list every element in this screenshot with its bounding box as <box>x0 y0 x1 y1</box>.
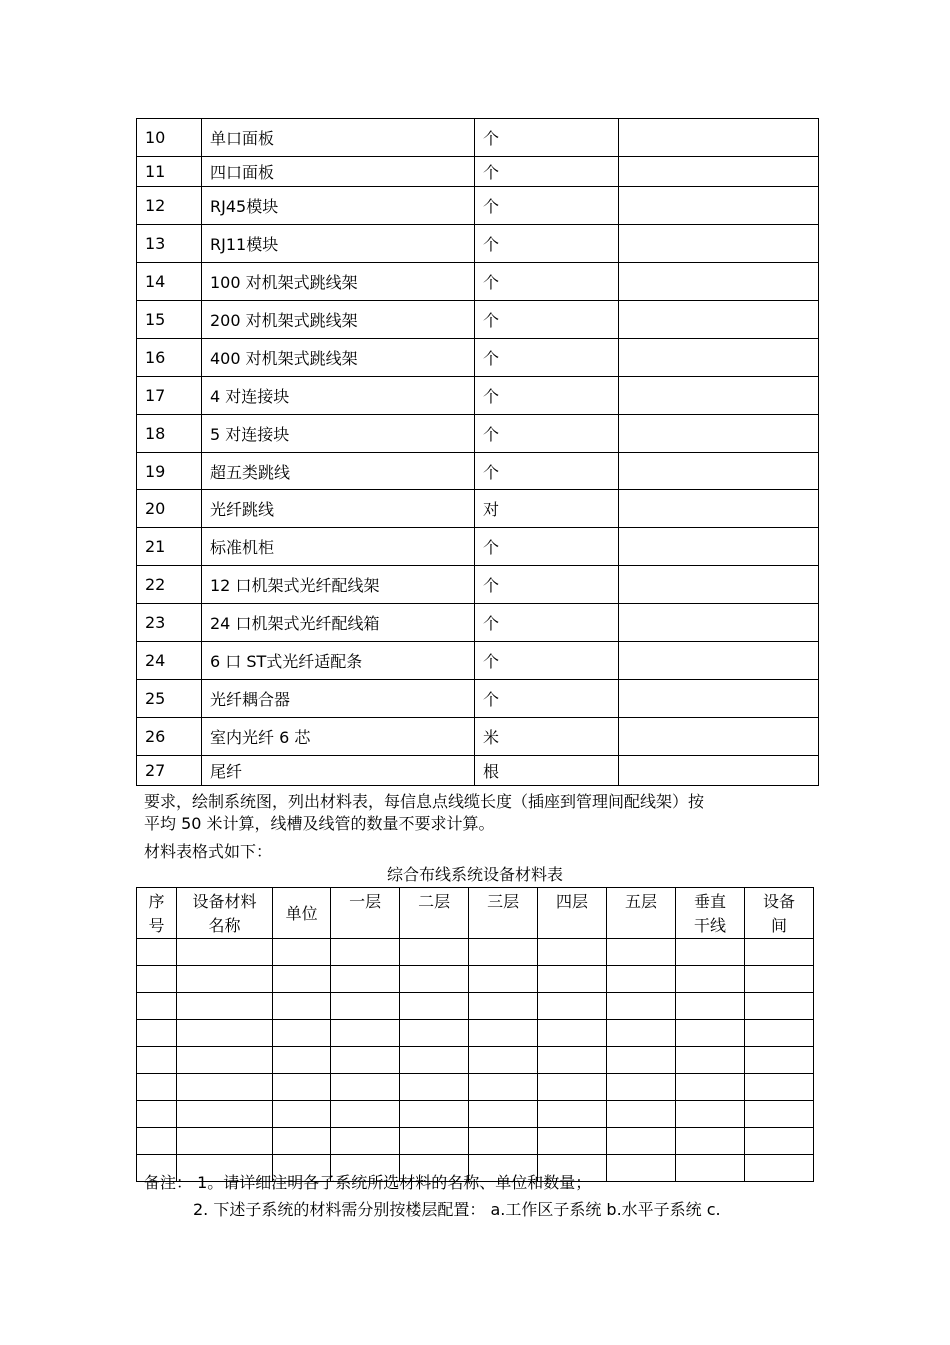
format-empty-cell <box>400 1020 469 1047</box>
format-empty-cell <box>400 993 469 1020</box>
format-intro: 材料表格式如下： <box>144 842 273 861</box>
material-quantity <box>619 301 819 339</box>
format-empty-cell <box>400 1101 469 1128</box>
material-name: 光纤跳线 <box>202 490 475 528</box>
format-empty-cell <box>538 1020 607 1047</box>
header-line-1: 三层 <box>487 892 520 911</box>
format-empty-cell <box>273 939 331 966</box>
note-line-2: 2. 下述子系统的材料需分别按楼层配置： a.工作区子系统 b.水平子系统 c. <box>193 1200 721 1219</box>
material-name: RJ45模块 <box>202 187 475 225</box>
format-empty-cell <box>400 1047 469 1074</box>
material-quantity <box>619 604 819 642</box>
material-name: RJ11模块 <box>202 225 475 263</box>
format-empty-cell <box>137 1047 177 1074</box>
material-unit: 个 <box>475 566 619 604</box>
material-unit: 个 <box>475 415 619 453</box>
material-no: 20 <box>137 490 202 528</box>
material-unit: 个 <box>475 453 619 490</box>
material-row <box>137 301 819 339</box>
format-empty-cell <box>469 939 538 966</box>
material-unit: 米 <box>475 718 619 756</box>
format-header-cell <box>469 888 538 939</box>
format-empty-cell <box>607 1047 676 1074</box>
material-unit: 个 <box>475 157 619 187</box>
material-list-table <box>136 118 819 786</box>
format-empty-cell <box>331 1020 400 1047</box>
material-name: 超五类跳线 <box>202 453 475 490</box>
format-header-cell <box>137 888 177 939</box>
material-no: 13 <box>137 225 202 263</box>
format-empty-cell <box>675 1155 744 1182</box>
format-empty-cell <box>744 1128 813 1155</box>
material-quantity <box>619 566 819 604</box>
material-row <box>137 566 819 604</box>
format-header-cell <box>538 888 607 939</box>
material-row <box>137 528 819 566</box>
material-row <box>137 119 819 157</box>
format-empty-cell <box>331 966 400 993</box>
format-empty-cell <box>469 1128 538 1155</box>
format-header-cell <box>744 888 813 939</box>
format-empty-cell <box>331 1074 400 1101</box>
format-header-cell <box>273 888 331 939</box>
format-empty-cell <box>675 1101 744 1128</box>
material-no: 21 <box>137 528 202 566</box>
material-quantity <box>619 415 819 453</box>
material-quantity <box>619 756 819 786</box>
format-empty-cell <box>675 1074 744 1101</box>
format-empty-cell <box>538 993 607 1020</box>
material-unit: 个 <box>475 642 619 680</box>
format-empty-cell <box>331 1047 400 1074</box>
format-empty-cell <box>273 993 331 1020</box>
format-empty-cell <box>469 993 538 1020</box>
material-row <box>137 157 819 187</box>
material-row <box>137 187 819 225</box>
material-row <box>137 756 819 786</box>
format-header-cell <box>331 888 400 939</box>
material-row <box>137 453 819 490</box>
format-empty-cell <box>137 966 177 993</box>
format-empty-cell <box>538 1101 607 1128</box>
format-empty-cell <box>744 1047 813 1074</box>
format-empty-cell <box>331 993 400 1020</box>
requirement-text <box>144 791 704 835</box>
format-empty-cell <box>469 1101 538 1128</box>
format-empty-cell <box>331 1128 400 1155</box>
format-empty-cell <box>538 1047 607 1074</box>
material-unit: 个 <box>475 187 619 225</box>
format-empty-cell <box>137 1074 177 1101</box>
format-empty-cell <box>744 1020 813 1047</box>
format-empty-cell <box>469 1074 538 1101</box>
format-empty-cell <box>675 966 744 993</box>
material-row <box>137 642 819 680</box>
format-empty-cell <box>273 1101 331 1128</box>
material-no: 15 <box>137 301 202 339</box>
material-row <box>137 263 819 301</box>
material-quantity <box>619 377 819 415</box>
material-quantity <box>619 119 819 157</box>
format-empty-cell <box>177 939 273 966</box>
material-no: 12 <box>137 187 202 225</box>
material-quantity <box>619 339 819 377</box>
header-line-1: 单位 <box>285 904 318 923</box>
header-line-1: 设备 <box>762 892 795 911</box>
material-unit: 个 <box>475 680 619 718</box>
material-unit: 个 <box>475 377 619 415</box>
format-empty-cell <box>273 1020 331 1047</box>
format-empty-cell <box>538 1128 607 1155</box>
format-empty-cell <box>137 1128 177 1155</box>
header-line-1: 四层 <box>556 892 589 911</box>
material-no: 14 <box>137 263 202 301</box>
format-empty-cell <box>469 1047 538 1074</box>
material-name: 光纤耦合器 <box>202 680 475 718</box>
header-line-1: 二层 <box>418 892 451 911</box>
material-quantity <box>619 453 819 490</box>
format-empty-cell <box>177 1047 273 1074</box>
material-unit: 个 <box>475 225 619 263</box>
material-name: 标准机柜 <box>202 528 475 566</box>
material-name: 400 对机架式跳线架 <box>202 339 475 377</box>
format-empty-cell <box>469 966 538 993</box>
format-empty-row <box>137 1074 814 1101</box>
format-empty-cell <box>675 993 744 1020</box>
material-name: 100 对机架式跳线架 <box>202 263 475 301</box>
material-unit: 根 <box>475 756 619 786</box>
format-table-title: 综合布线系统设备材料表 <box>386 865 563 884</box>
material-name: 6 口 ST式光纤适配条 <box>202 642 475 680</box>
material-no: 27 <box>137 756 202 786</box>
material-name: 四口面板 <box>202 157 475 187</box>
format-empty-cell <box>675 1047 744 1074</box>
format-empty-cell <box>273 966 331 993</box>
material-unit: 个 <box>475 263 619 301</box>
material-no: 16 <box>137 339 202 377</box>
material-name: 12 口机架式光纤配线架 <box>202 566 475 604</box>
material-row <box>137 225 819 263</box>
format-empty-cell <box>137 993 177 1020</box>
format-empty-row <box>137 1128 814 1155</box>
material-no: 25 <box>137 680 202 718</box>
material-no: 18 <box>137 415 202 453</box>
format-header-cell <box>177 888 273 939</box>
format-empty-cell <box>744 1074 813 1101</box>
material-no: 23 <box>137 604 202 642</box>
header-line-1: 五层 <box>624 892 657 911</box>
material-unit: 个 <box>475 119 619 157</box>
format-header-cell <box>675 888 744 939</box>
format-empty-cell <box>538 939 607 966</box>
format-empty-cell <box>607 1101 676 1128</box>
format-empty-cell <box>400 1128 469 1155</box>
format-empty-row <box>137 939 814 966</box>
material-row <box>137 490 819 528</box>
material-row <box>137 718 819 756</box>
material-quantity <box>619 225 819 263</box>
header-line-2: 间 <box>770 916 787 935</box>
material-name: 单口面板 <box>202 119 475 157</box>
material-quantity <box>619 718 819 756</box>
format-empty-cell <box>538 966 607 993</box>
format-empty-row <box>137 993 814 1020</box>
material-unit: 对 <box>475 490 619 528</box>
format-empty-cell <box>273 1047 331 1074</box>
material-row <box>137 339 819 377</box>
format-empty-cell <box>744 993 813 1020</box>
format-empty-cell <box>607 1155 676 1182</box>
format-empty-cell <box>137 1020 177 1047</box>
material-quantity <box>619 680 819 718</box>
format-empty-cell <box>607 1128 676 1155</box>
material-quantity <box>619 187 819 225</box>
material-no: 26 <box>137 718 202 756</box>
format-empty-cell <box>137 939 177 966</box>
material-unit: 个 <box>475 604 619 642</box>
format-empty-cell <box>177 966 273 993</box>
material-no: 22 <box>137 566 202 604</box>
material-quantity <box>619 263 819 301</box>
header-line-1: 一层 <box>349 892 382 911</box>
format-empty-cell <box>744 1155 813 1182</box>
format-empty-cell <box>177 1128 273 1155</box>
format-empty-cell <box>607 993 676 1020</box>
format-empty-row <box>137 1047 814 1074</box>
material-name: 5 对连接块 <box>202 415 475 453</box>
format-empty-cell <box>607 1074 676 1101</box>
format-empty-cell <box>273 1074 331 1101</box>
format-empty-cell <box>538 1074 607 1101</box>
material-quantity <box>619 528 819 566</box>
format-header-cell <box>607 888 676 939</box>
format-empty-row <box>137 966 814 993</box>
format-empty-cell <box>400 939 469 966</box>
header-line-2: 号 <box>148 916 165 935</box>
format-empty-cell <box>675 1020 744 1047</box>
material-no: 11 <box>137 157 202 187</box>
material-no: 19 <box>137 453 202 490</box>
material-unit: 个 <box>475 301 619 339</box>
material-quantity <box>619 642 819 680</box>
format-empty-row <box>137 1020 814 1047</box>
format-empty-cell <box>400 1074 469 1101</box>
material-no: 17 <box>137 377 202 415</box>
requirement-line-1: 要求，绘制系统图，列出材料表，每信息点线缆长度（插座到管理间配线架）按 <box>144 792 705 811</box>
material-unit: 个 <box>475 339 619 377</box>
format-empty-row <box>137 1101 814 1128</box>
format-empty-cell <box>744 966 813 993</box>
format-empty-cell <box>744 1101 813 1128</box>
format-empty-cell <box>177 1074 273 1101</box>
format-empty-cell <box>400 966 469 993</box>
format-table <box>136 887 814 1182</box>
material-name: 200 对机架式跳线架 <box>202 301 475 339</box>
format-empty-cell <box>331 939 400 966</box>
material-row <box>137 604 819 642</box>
header-line-2: 名称 <box>208 916 241 935</box>
format-empty-cell <box>177 1020 273 1047</box>
format-empty-cell <box>177 993 273 1020</box>
format-empty-cell <box>675 939 744 966</box>
header-line-1: 设备材料 <box>192 892 257 911</box>
header-line-2: 干线 <box>693 916 726 935</box>
format-empty-cell <box>607 939 676 966</box>
format-empty-cell <box>744 939 813 966</box>
format-empty-cell <box>607 1020 676 1047</box>
material-quantity <box>619 490 819 528</box>
material-name: 24 口机架式光纤配线箱 <box>202 604 475 642</box>
format-empty-cell <box>177 1101 273 1128</box>
header-line-1: 序 <box>148 892 165 911</box>
material-quantity <box>619 157 819 187</box>
format-empty-cell <box>469 1020 538 1047</box>
note-line-1: 备注： 1。请详细注明各子系统所选材料的名称、单位和数量； <box>144 1173 592 1192</box>
material-row <box>137 377 819 415</box>
format-empty-cell <box>675 1128 744 1155</box>
requirement-line-2: 平均 50 米计算，线槽及线管的数量不要求计算。 <box>144 814 495 833</box>
material-row <box>137 680 819 718</box>
material-no: 24 <box>137 642 202 680</box>
material-name: 4 对连接块 <box>202 377 475 415</box>
material-unit: 个 <box>475 528 619 566</box>
material-row <box>137 415 819 453</box>
format-empty-cell <box>137 1101 177 1128</box>
format-empty-cell <box>607 966 676 993</box>
material-name: 尾纤 <box>202 756 475 786</box>
material-no: 10 <box>137 119 202 157</box>
header-line-1: 垂直 <box>693 892 726 911</box>
format-table-header-row <box>137 888 814 939</box>
format-empty-cell <box>331 1101 400 1128</box>
format-empty-cell <box>273 1128 331 1155</box>
material-name: 室内光纤 6 芯 <box>202 718 475 756</box>
format-header-cell <box>400 888 469 939</box>
